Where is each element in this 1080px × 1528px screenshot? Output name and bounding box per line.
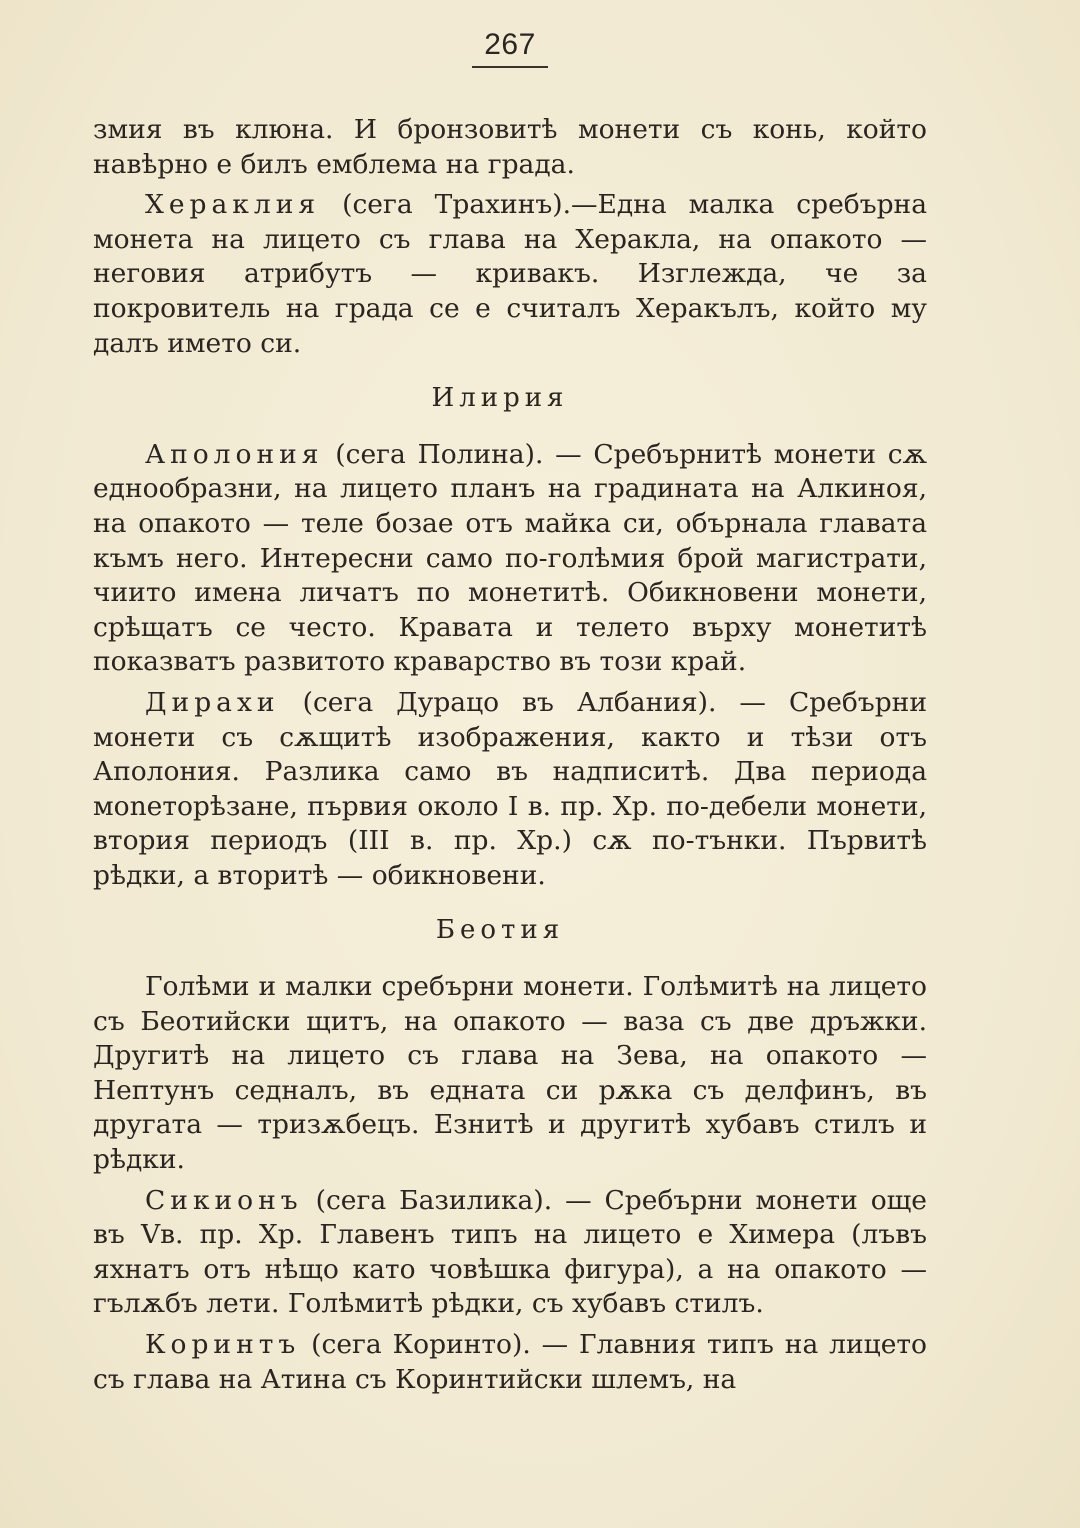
- city-name-apollonia: Аполония: [145, 438, 324, 470]
- city-name-corinth: Коринтъ: [145, 1329, 301, 1360]
- paragraph-apollonia-text: (сега Полина). — Сребърнитѣ монети сѫ еднообразни, на лицето планъ на градината на Алкиноя, на опакото — теле бозае отъ майка си, обърнала главата къмъ него. Интересни само по-голѣмия брой магистрати, чиито имена личатъ по монетитѣ. Обикновени монети, срѣщатъ се често. Кравата и телето върху монетитѣ показватъ развитото краварство въ този край.: [93, 438, 927, 678]
- paragraph-heraclea-text: (сега Трахинъ).—Една малка сребърна монета на лицето съ глава на Херакла, на опакото — неговия атрибутъ — кривакъ. Изглежда, че за покровитель на града се е считалъ Херакълъ, който му далъ името си.: [93, 189, 927, 359]
- page-number-text: 267: [472, 28, 548, 68]
- paragraph-continuation: змия въ клюна. И бронзовитѣ монети съ конь, който навѣрно е билъ емблема на града.: [93, 114, 927, 180]
- section-heading-illyria: Илирия: [431, 383, 569, 414]
- paragraph-dyrrhachium: [93, 686, 927, 894]
- city-name-heraclea: Хераклия: [145, 189, 321, 221]
- paragraph-sicyon: [93, 1184, 927, 1322]
- paragraph-heraclea: [93, 188, 927, 361]
- city-name-sicyon: Сикионъ: [145, 1184, 303, 1216]
- paragraph-corinth-text: (сега Коринто). — Главния типъ на лицето съ глава на Атина съ Коринтийски шлемъ, на: [93, 1329, 927, 1395]
- page-body: [93, 113, 927, 1397]
- section-heading-boeotia: Беотия: [435, 915, 565, 946]
- city-name-dyrrhachium: Дирахи: [145, 686, 280, 718]
- paragraph-apollonia: [93, 438, 927, 680]
- paragraph-dyrrhachium-text: (сега Дурацо въ Албания). — Сребърни монети съ сѫщитѣ изображения, както и тѣзи отъ Аполония. Разлика само въ надписитѣ. Два периода моneторѣзане, първия около I в. пр. Хр. по-дебели монети, втория периодъ (III в. пр. Хр.) сѫ по-тънки. Първитѣ рѣдки, а вторитѣ — обикновени.: [93, 686, 927, 891]
- paragraph-sicyon-text: (сега Базилика). — Сребърни монети още въ Vв. пр. Хр. Главенъ типъ на лицето е Химера (лъвъ яхнатъ отъ нѣщо като човѣшка фигура), а на опакото — гълѫбъ лети. Голѣмитѣ рѣдки, съ хубавъ стилъ.: [93, 1184, 927, 1320]
- paragraph-boeotia: Голѣми и малки сребърни монети. Голѣмитѣ на лицето съ Беотийски щитъ, на опакото — ваза съ две дръжки. Другитѣ на лицето съ глава на Зева, на опакото — Нептунъ седналъ, въ едната си рѫка съ делфинъ, въ другата — тризѫбецъ. Езнитѣ и другитѣ хубавъ стилъ и рѣдки.: [93, 971, 927, 1176]
- page-number: [0, 28, 1020, 68]
- paragraph-corinth: [93, 1328, 927, 1397]
